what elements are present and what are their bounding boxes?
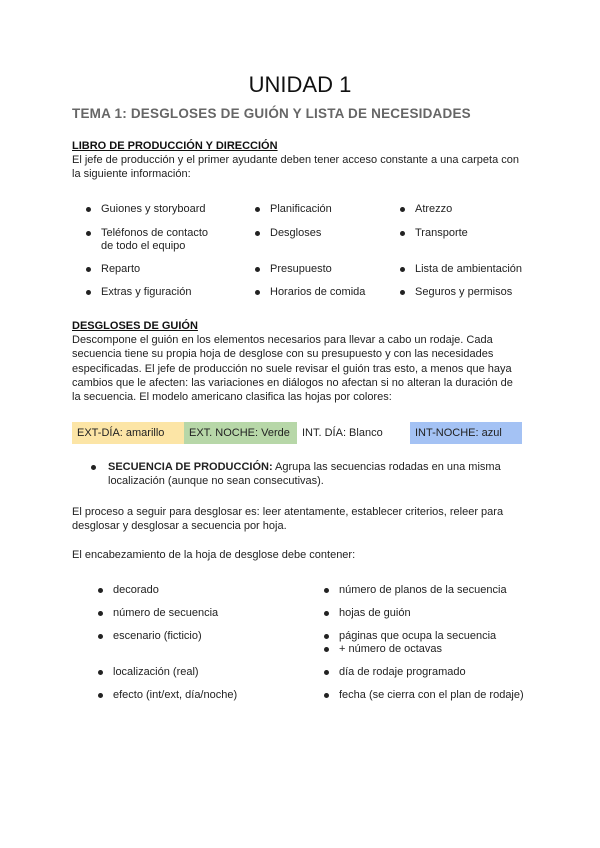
section-heading-desgloses: DESGLOSES DE GUIÓN xyxy=(72,320,198,332)
bullet-icon xyxy=(86,231,91,236)
color-cell-int-noche: INT-NOCHE: azul xyxy=(410,422,522,444)
section-heading-libro: LIBRO DE PRODUCCIÓN Y DIRECCIÓN xyxy=(72,140,278,152)
paragraph-line: cambios que le afecten: las variaciones en diálogos no afectan si no alteran la duración de xyxy=(72,376,513,389)
paragraph-line: la secuencia. El modelo americano clasifica las hojas por colores: xyxy=(72,391,392,404)
bullet-icon xyxy=(324,588,329,593)
bullet-icon xyxy=(98,611,103,616)
bullet-icon xyxy=(98,634,103,639)
bullet-icon xyxy=(324,670,329,675)
bullet-icon xyxy=(400,290,405,295)
section-paragraph xyxy=(72,333,532,404)
paragraph-line: El proceso a seguir para desglosar es: leer atentamente, establecer criterios, releer para xyxy=(72,506,504,518)
paragraph-line: El jefe de producción y el primer ayudante deben tener acceso constante a una carpeta con xyxy=(72,154,520,166)
secuencia-produccion-item xyxy=(108,460,528,489)
bullet-icon xyxy=(98,670,103,675)
bullet-icon xyxy=(91,465,96,470)
bullet-icon xyxy=(324,611,329,616)
bullet-icon xyxy=(86,290,91,295)
bullet-icon xyxy=(400,267,405,272)
color-cell-ext-dia: EXT-DÍA: amarillo xyxy=(72,422,184,444)
bullet-icon xyxy=(98,588,103,593)
secuencia-text: Agrupa las secuencias rodadas en una misma xyxy=(272,461,501,473)
document-page: UNIDAD 1 TEMA 1: DESGLOSES DE GUIÓN Y LISTA DE NECESIDADES LIBRO DE PRODUCCIÓN Y DIRECCIÓN El jefe de producción y el primer ayudante deben tener acceso constante a una carpeta con la siguiente información: Guiones y storyboard Teléfonos de contacto de todo el equipo Reparto Extras y figuración Planificación Desgloses Presupuesto Horarios de comida Atrezzo Transporte Lista de ambientación Seguros y permisos DESGLOSES DE GUIÓN Descompone el guión en los elementos necesarios para llevar a cabo un rodaje. Cada secuencia tiene su propia hoja de desglose con su presupuesto y con las necesidades especificadas. El jefe de producción no suele revisar el guión tras esto, a menos que haya cambios que le afecten: las variaciones en diálogos no afectan si no alteran la duración de la secuencia. El modelo americano clasifica las hojas por colores: EXT-DÍA: amarillo EXT. NOCHE: Verde INT. DÍA: Blanco INT-NOCHE: azul SECUENCIA DE PRODUCCIÓN: Agrupa las secuencias rodadas en una misma localización (aunque no sean consecutivas). El proceso a seguir para desglosar es: leer atentamente, establecer criterios, releer para desglosar y desglosar a secuencia por hoja. El encabezamiento de la hoja de desglose debe contener: decorado número de secuencia escenario (ficticio) localización (real) efecto (int/ext, día/noche) número de planos de la secuencia hojas de guión páginas que ocupa la secuencia + número de octavas día de rodaje programado fecha (se cierra con el plan de rodaje) xyxy=(0,0,600,848)
bullet-icon xyxy=(255,267,260,272)
paragraph-line: la siguiente información: xyxy=(72,168,191,181)
section-paragraph xyxy=(72,153,532,182)
bullet-icon xyxy=(400,231,405,236)
paragraph-line: especificadas. El jefe de producción no suele revisar el guión tras esto, a menos que haya xyxy=(72,362,512,375)
process-paragraph xyxy=(72,505,532,534)
secuencia-label: SECUENCIA DE PRODUCCIÓN: xyxy=(108,461,273,473)
color-cell-int-dia: INT. DÍA: Blanco xyxy=(297,422,410,444)
bullet-icon xyxy=(255,207,260,212)
bullet-icon xyxy=(400,207,405,212)
secuencia-text-line2: localización (aunque no sean consecutivas). xyxy=(108,475,324,488)
topic-subtitle: TEMA 1: DESGLOSES DE GUIÓN Y LISTA DE NECESIDADES xyxy=(72,106,471,121)
bullet-icon xyxy=(255,290,260,295)
bullet-icon xyxy=(324,634,329,639)
paragraph-line: desglosar y desglosar a secuencia por hoja. xyxy=(72,520,287,533)
header-intro: El encabezamiento de la hoja de desglose debe contener: xyxy=(72,549,356,561)
page-title: UNIDAD 1 xyxy=(248,72,352,97)
bullet-icon xyxy=(255,231,260,236)
bullet-icon xyxy=(86,267,91,272)
paragraph-line: Descompone el guión en los elementos necesarios para llevar a cabo un rodaje. Cada xyxy=(72,334,493,346)
bullet-icon xyxy=(98,693,103,698)
bullet-icon xyxy=(324,647,329,652)
color-cell-ext-noche: EXT. NOCHE: Verde xyxy=(184,422,297,444)
bullet-icon xyxy=(86,207,91,212)
bullet-icon xyxy=(324,693,329,698)
paragraph-line: secuencia tiene su propia hoja de desglose con su presupuesto y con las necesidades xyxy=(72,348,494,361)
